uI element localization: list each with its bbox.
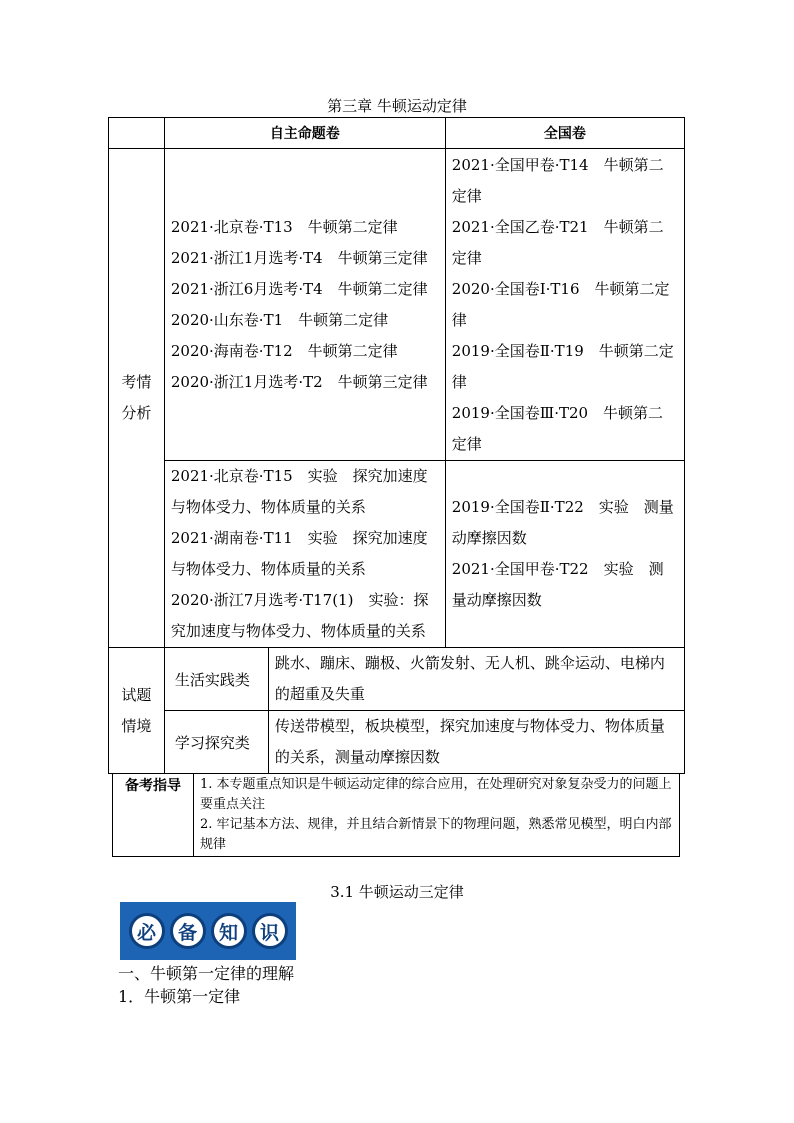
list-item: 2020·山东卷·T1 牛顿第二定律	[170, 310, 389, 329]
life-practice-text: 跳水、蹦床、蹦极、火箭发射、无人机、跳伞运动、电梯内的超重及失重	[268, 648, 684, 711]
guide-label: 备考指导	[113, 774, 194, 857]
heading-newton-first-law-understanding: 一、牛顿第一定律的理解	[118, 964, 295, 983]
list-item: 2. 牢记基本方法、规律，并且结合新情景下的物理问题，熟悉常见模型，明白内部规律	[200, 817, 672, 852]
essential-knowledge-banner	[120, 902, 296, 960]
list-item: 2020·海南卷·T12 牛顿第二定律	[170, 341, 398, 360]
list-item: 1. 本专题重点知识是牛顿运动定律的综合应用，在处理研究对象复杂受力的问题上要重点关注	[200, 777, 672, 812]
list-item: 2020·浙江1月选考·T2 牛顿第三定律	[170, 372, 428, 391]
page-title: 第三章 牛顿运动定律	[327, 97, 467, 115]
study-explore-label: 学习探究类	[164, 711, 268, 774]
heading-newton-first-law: 1．牛顿第一定律	[118, 987, 241, 1006]
self-exam-cell-1	[164, 149, 445, 461]
list-item: 2021·全国甲卷·T14 牛顿第二定律	[451, 155, 664, 205]
guide-text	[194, 774, 680, 857]
shiti-label: 试题 情境	[109, 648, 165, 774]
list-item: 2021·湖南卷·T11 实验 探究加速度与物体受力、物体质量的关系	[170, 529, 428, 578]
study-explore-text: 传送带模型，板块模型，探究加速度与物体受力、物体质量的关系，测量动摩擦因数	[268, 711, 684, 774]
life-practice-label: 生活实践类	[164, 648, 268, 711]
list-item: 2019·全国卷Ⅱ·T22 实验 测量动摩擦因数	[451, 498, 674, 547]
list-item: 2020·浙江7月选考·T17(1) 实验：探究加速度与物体受力、物体质量的关系	[170, 591, 429, 640]
exam-analysis-table	[108, 117, 685, 774]
banner-char: 备	[170, 913, 206, 949]
list-item: 2021·北京卷·T13 牛顿第二定律	[170, 217, 398, 236]
list-item: 2021·浙江1月选考·T4 牛顿第三定律	[170, 248, 428, 267]
kaoqing-label: 考情 分析	[109, 149, 165, 648]
banner-char: 识	[252, 913, 288, 949]
exam-guide-table	[112, 773, 680, 857]
list-item: 2019·全国卷Ⅱ·T19 牛顿第二定律	[451, 341, 674, 391]
section-title: 3.1 牛顿运动三定律	[330, 883, 464, 901]
list-item: 2021·北京卷·T15 实验 探究加速度与物体受力、物体质量的关系	[170, 467, 428, 516]
list-item: 2021·全国甲卷·T22 实验 测量动摩擦因数	[451, 560, 664, 609]
list-item: 2019·全国卷Ⅲ·T20 牛顿第二定律	[451, 403, 664, 453]
national-exam-cell-1	[445, 149, 684, 461]
national-exam-cell-2	[445, 461, 684, 648]
list-item: 2021·浙江6月选考·T4 牛顿第二定律	[170, 279, 428, 298]
self-exam-cell-2	[164, 461, 445, 648]
banner-char: 知	[211, 913, 247, 949]
list-item: 2020·全国卷Ⅰ·T16 牛顿第二定律	[451, 279, 670, 329]
banner-char: 必	[129, 913, 165, 949]
header-national-exam: 全国卷	[445, 118, 684, 149]
corner-cell	[109, 118, 165, 149]
header-self-exam: 自主命题卷	[164, 118, 445, 149]
list-item: 2021·全国乙卷·T21 牛顿第二定律	[451, 217, 664, 267]
